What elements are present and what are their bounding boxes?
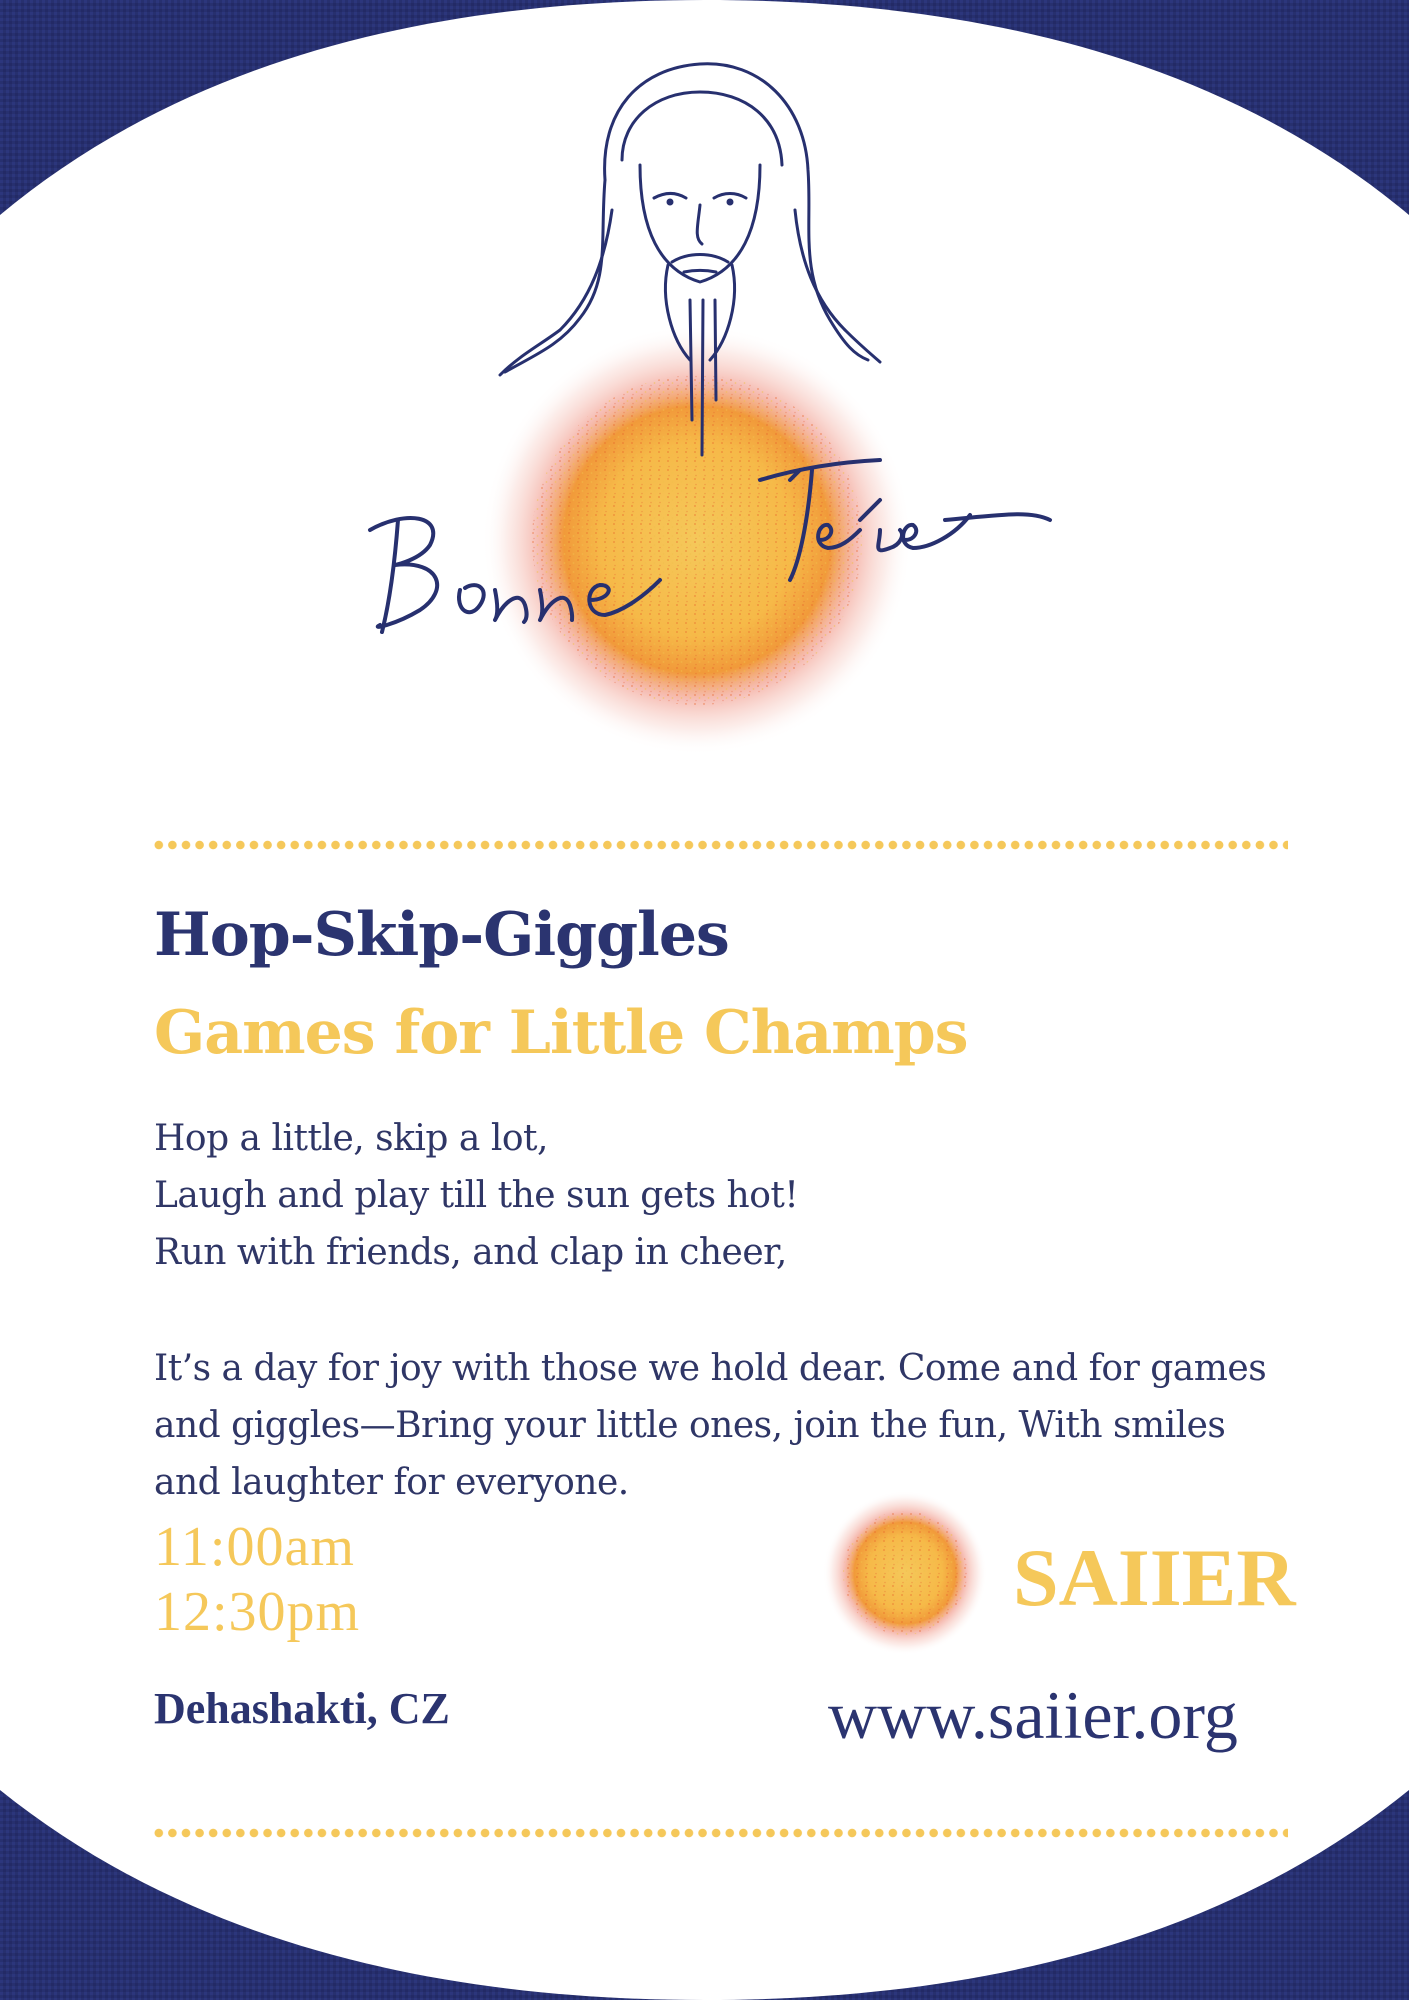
- event-subtitle: Games for Little Champs: [154, 998, 968, 1068]
- end-time: 12:30pm: [154, 1581, 361, 1643]
- start-time: 11:00am: [154, 1516, 355, 1578]
- dotted-divider-top: [152, 840, 1288, 850]
- event-title: Hop-Skip-Giggles: [154, 900, 729, 970]
- poem-line: Run with friends, and clap in cheer,: [154, 1232, 787, 1273]
- organization-name: SAIIER: [1013, 1532, 1296, 1623]
- body-paragraph: It’s a day for joy with those we hold dear. Come and for games and giggles—Bring your little ones, join the fun, With smiles and laughter for everyone.: [154, 1348, 1267, 1503]
- poem-line: Laugh and play till the sun gets hot!: [154, 1175, 799, 1216]
- event-location: Dehashakti, CZ: [154, 1684, 450, 1733]
- organization-url-link[interactable]: www.saiier.org: [828, 1677, 1238, 1753]
- saiier-sun-logo: [823, 1491, 987, 1655]
- dotted-divider-bottom: [152, 1828, 1288, 1838]
- poem-line: Hop a little, skip a lot,: [154, 1118, 548, 1159]
